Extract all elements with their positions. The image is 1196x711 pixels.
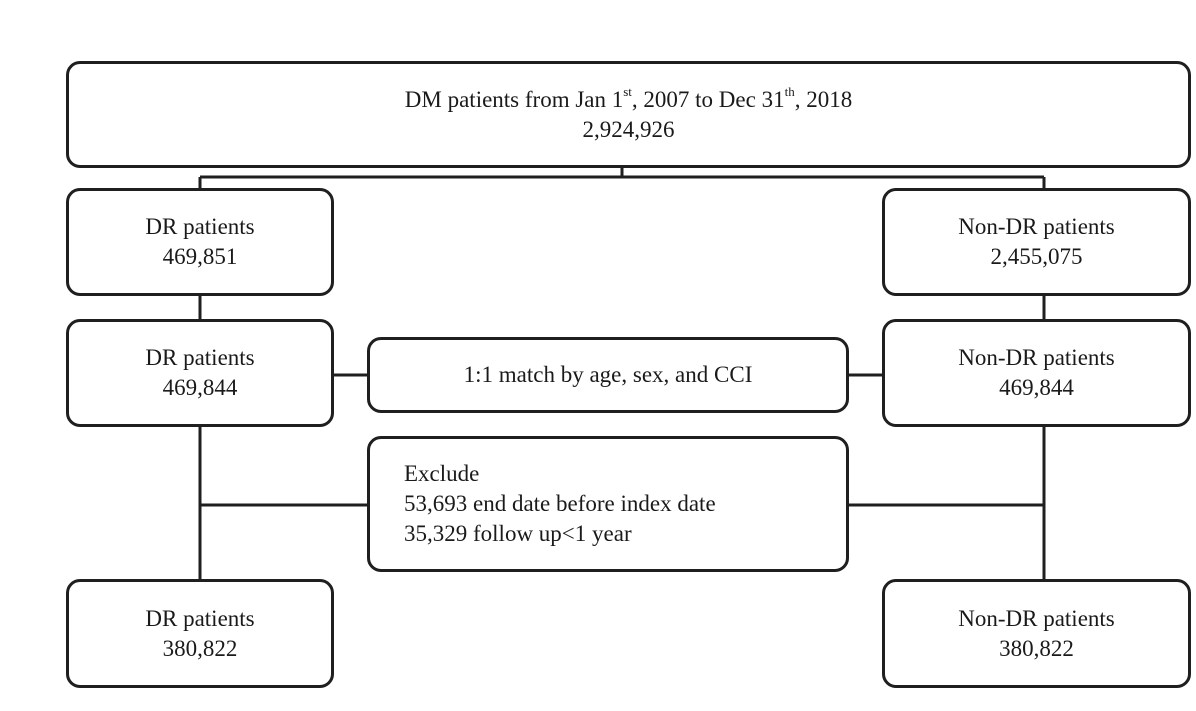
box-match-criteria xyxy=(367,337,849,413)
dr-initial-label: DR patients xyxy=(145,214,255,239)
box-exclusions xyxy=(367,436,849,572)
dr-final-label: DR patients xyxy=(145,605,255,631)
box-nondr-patients-initial xyxy=(882,188,1191,296)
box-nondr-patients-matched xyxy=(882,319,1191,427)
dm-patients-label: DM patients from Jan 1st, 2007 to Dec 31th, 2018 xyxy=(404,83,853,112)
dr-final-count: 380,822 xyxy=(162,635,238,661)
box-dr-patients-final xyxy=(66,579,334,688)
nondr-initial-count: 2,455,075 xyxy=(990,244,1083,269)
box-dr-patients-matched xyxy=(66,319,334,427)
box-nondr-patients-final xyxy=(882,579,1191,688)
exclude-reason-follow-up: 35,329 follow up<1 year xyxy=(404,521,632,546)
box-dm-patients xyxy=(66,61,1191,168)
nondr-initial-label: Non-DR patients xyxy=(958,214,1115,239)
dm-patients-count: 2,924,926 xyxy=(582,116,675,142)
nondr-final-count: 380,822 xyxy=(999,635,1074,661)
nondr-matched-label: Non-DR patients xyxy=(958,345,1115,370)
nondr-final-label: Non-DR patients xyxy=(958,605,1115,631)
match-criteria-label: 1:1 match by age, sex, and CCI xyxy=(463,362,753,387)
dr-matched-label: DR patients xyxy=(145,345,255,370)
exclude-reason-end-date: 53,693 end date before index date xyxy=(404,491,716,516)
nondr-matched-count: 469,844 xyxy=(999,375,1074,400)
box-dr-patients-initial xyxy=(66,188,334,296)
dr-initial-count: 469,851 xyxy=(162,244,238,269)
dr-matched-count: 469,844 xyxy=(162,375,238,400)
exclude-title: Exclude xyxy=(404,461,480,486)
